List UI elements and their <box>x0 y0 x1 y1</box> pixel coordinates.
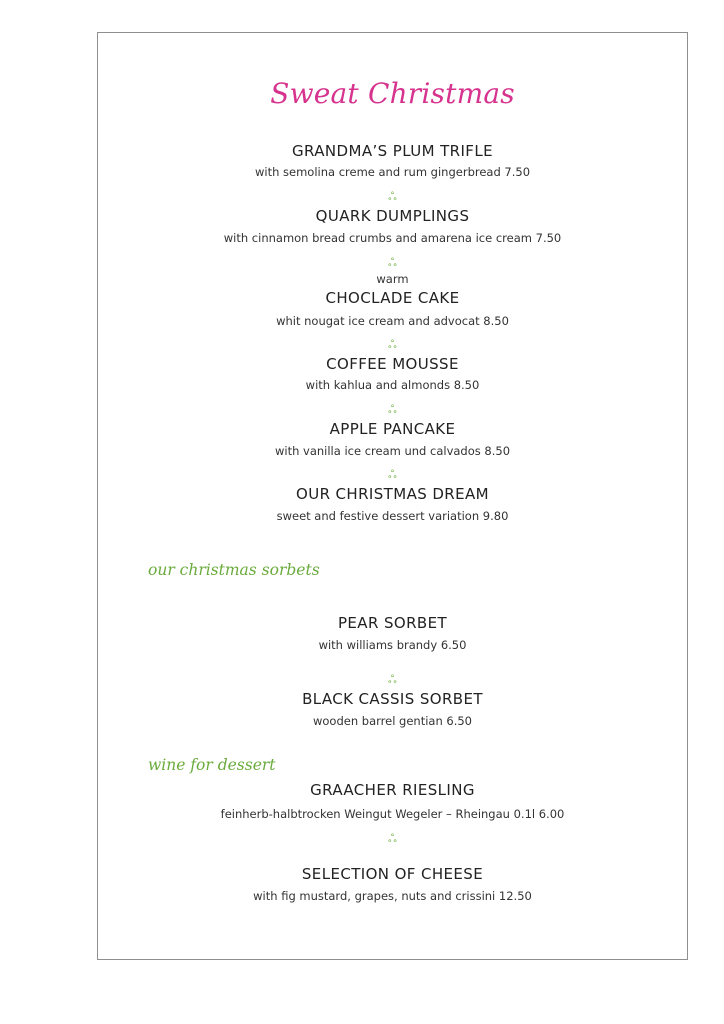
divider-ornament-icon: ஃ <box>388 403 397 416</box>
item-description: wooden barrel gentian 6.50 <box>312 714 473 728</box>
item-name: CHOCLADE CAKE <box>325 289 460 307</box>
item-name: COFFEE MOUSSE <box>326 355 459 373</box>
divider-ornament-icon: ஃ <box>388 338 397 351</box>
item-name: GRANDMA’S PLUM TRIFLE <box>292 142 493 160</box>
item-prefix: warm <box>376 272 409 286</box>
item-name: APPLE PANCAKE <box>329 420 456 438</box>
item-description: feinherb-halbtrocken Weingut Wegeler – Rheingau 0.1l 6.00 <box>220 807 565 821</box>
item-name: PEAR SORBET <box>337 614 448 632</box>
item-name: GRAACHER RIESLING <box>310 781 475 799</box>
item-description: with williams brandy 6.50 <box>318 638 467 652</box>
item-name: BLACK CASSIS SORBET <box>302 690 483 708</box>
item-description: with semolina creme and rum gingerbread 7.50 <box>254 165 531 179</box>
item-name: QUARK DUMPLINGS <box>315 207 470 225</box>
item-name: OUR CHRISTMAS DREAM <box>295 485 489 503</box>
section-heading-sorbets: our christmas sorbets <box>148 561 320 579</box>
item-description: with fig mustard, grapes, nuts and crissini 12.50 <box>253 889 532 903</box>
divider-ornament-icon: ஃ <box>388 673 397 686</box>
item-description: with cinnamon bread crumbs and amarena ice cream 7.50 <box>223 231 562 245</box>
item-description: with vanilla ice cream und calvados 8.50 <box>274 444 511 458</box>
menu-title: Sweat Christmas <box>270 77 515 110</box>
menu-frame <box>97 32 688 960</box>
section-heading-wine: wine for dessert <box>148 756 276 774</box>
item-description: whit nougat ice cream and advocat 8.50 <box>276 314 509 328</box>
item-name: SELECTION OF CHEESE <box>301 865 484 883</box>
divider-ornament-icon: ஃ <box>388 832 397 845</box>
divider-ornament-icon: ஃ <box>388 256 397 269</box>
divider-ornament-icon: ஃ <box>388 468 397 481</box>
divider-ornament-icon: ஃ <box>388 190 397 203</box>
item-description: with kahlua and almonds 8.50 <box>305 378 480 392</box>
item-description: sweet and festive dessert variation 9.80 <box>276 509 509 523</box>
